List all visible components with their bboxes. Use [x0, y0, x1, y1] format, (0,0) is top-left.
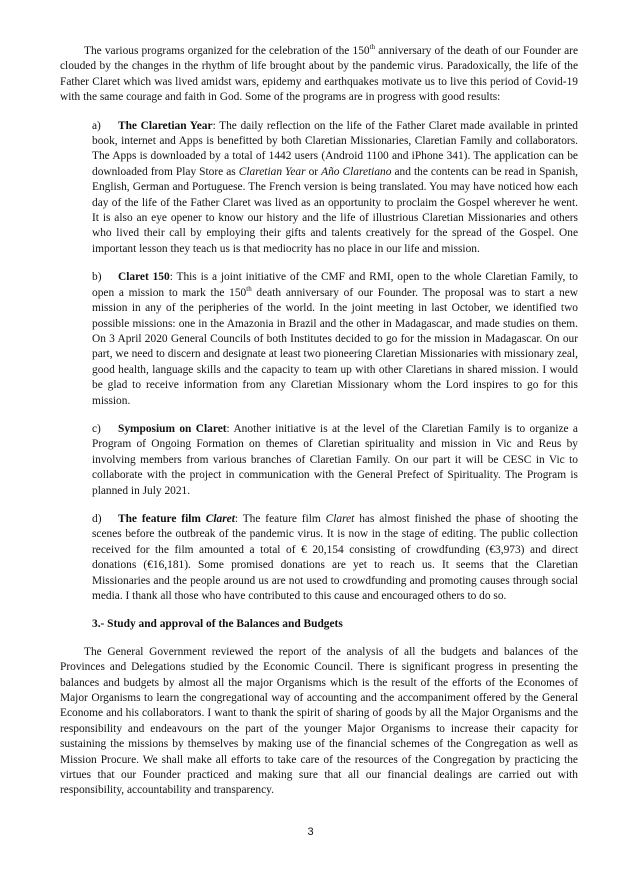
item-d-title — [118, 513, 235, 525]
item-a-text-1: : The daily reflection on the life of the Father Claret made available in printed book, internet and Apps is benefitted by both Claretian Missionaries, Claretian Family and collaborators. The Apps is downloaded by a total of 1442 users (Android 1100 and iPhone 341). The application can be downloaded from Play Store as — [92, 119, 579, 178]
item-claretian-year — [92, 119, 578, 258]
section-heading: 3.- Study and approval of the Balances and Budgets — [92, 618, 343, 631]
intro-superscript: th — [369, 43, 376, 52]
item-symposium — [92, 422, 578, 499]
item-a-title: The Claretian Year — [118, 119, 213, 132]
item-b-letter: b) — [92, 271, 102, 284]
item-d-italic-1: Claret — [325, 512, 355, 525]
intro-paragraph — [60, 44, 578, 106]
item-c-letter: c) — [92, 422, 101, 435]
item-a-italic-1: Claretian Year — [238, 165, 306, 178]
item-c-text-1: : Another initiative is at the level of the Claretian Family is to organize a Program of Ongoing Formation on themes of Claretian spirituality and mission in Vic and Reus by involving members from various branches of Claretian Family. On our part it will be CESC in Vic to collaborate with the project in communication with the General Prefect of Spirituality. The Program is planned in July 2021. — [92, 422, 578, 497]
item-d-title-italic: Claret — [205, 512, 235, 525]
item-b-superscript: th — [246, 284, 252, 293]
item-d-text-2: has almost finished the phase of shooting the scenes before the outbreak of the pandemic virus. It is now in the stage of editing. The public collection received for the film amounted a total of € 20,154 consisting of crowdfunding (€3,973) and direct donations (€16,181). Some promised donations are yet to reach us. It seems that the Claretian Missionaries and the people around us are not used to crowdfunding and promoting causes through social media. I thank all those who have contributed to this cause and encouraged others to do so. — [92, 512, 579, 602]
item-d-letter: d) — [92, 512, 102, 525]
item-feature-film — [92, 512, 578, 604]
item-a-text-3: and the contents can be read in Spanish, English, German and Portuguese. The French version is being translated. You may have noticed how each day of the life of the Father Claret was lived as an opportunity to proclaim the Gospel wherever he went. It is also an eye opener to know our history and the life of illustrious Claretian Missionaries and others who lived their call by employing their gifts and talents creatively for the spread of the Gospel. One important lesson they teach us is that mediocrity has no place in our life and mission. — [92, 165, 578, 255]
intro-text-2: anniversary of the death of our Founder are clouded by the changes in the rhythm of life brought about by the pandemic virus. Paradoxically, the life of the Father Claret which was lived amidst wars, epidemy and earthquakes motivate us to live this period of Covid-19 with the same courage and faith in God. Some of the programs are in progress with good results: — [60, 45, 579, 104]
item-c-title: Symposium on Claret — [118, 422, 227, 435]
item-b-text-2: death anniversary of our Founder. The proposal was to start a new mission in any of the peripheries of the world. In the joint meeting in last October, we identified two possible missions: one in the Amazonia in Brazil and the other in Madagascar, and made studies on them. On 3 April 2020 General Councils of both Institutes decided to go for the mission in Madagascar. On our part, we need to discern and designate at least two pioneering Claretian Missionaries with missionary zeal, good health, language skills and the capacity to team up with other Claretians in shared mission. I would be glad to receive information from any Claretian Missionary whom the Lord inspires to go for this mission. — [92, 286, 578, 407]
item-a-text-2: or — [305, 165, 322, 178]
item-b-title: Claret 150 — [118, 271, 170, 284]
item-d-title-text: The feature film — [118, 512, 206, 525]
item-claret-150 — [92, 270, 578, 409]
item-b-text-1: : This is a joint initiative of the CMF and RMI, open to the whole Claretian Family, to open a mission to mark the 150 — [92, 271, 579, 299]
item-a-italic-2: Año Claretiano — [321, 165, 392, 178]
section-body: The General Government reviewed the report of the analysis of all the budgets and balances of the Provinces and Delegations studied by the Economic Council. There is significant progress in presenting the balances and budgets by almost all the major Organisms which is the result of the efforts of the Economes of Major Organisms to learn the congregational way of accounting and the accompaniment offered by the General Econome and his collaborators. I want to thank the spirit of sharing of goods by all the Major Organisms and the responsibility and endeavours on the part of the younger Major Organisms to increase their capacity for sustaining the missions by themselves by making use of the financial schemes of the Congregation as well as Mission Procure. We shall make all efforts to take care of the resources of the Congregation by practicing the virtues that our Founder practiced and making sure that all our financial dealings are carried out with responsibility, accountability and transparency. — [60, 645, 578, 797]
page-number: 3 — [307, 826, 314, 838]
item-a-letter: a) — [92, 119, 101, 132]
intro-text-1: The various programs organized for the celebration of the 150 — [84, 45, 370, 57]
item-d-text-1: : The feature film — [234, 512, 326, 525]
document-page — [60, 44, 578, 799]
